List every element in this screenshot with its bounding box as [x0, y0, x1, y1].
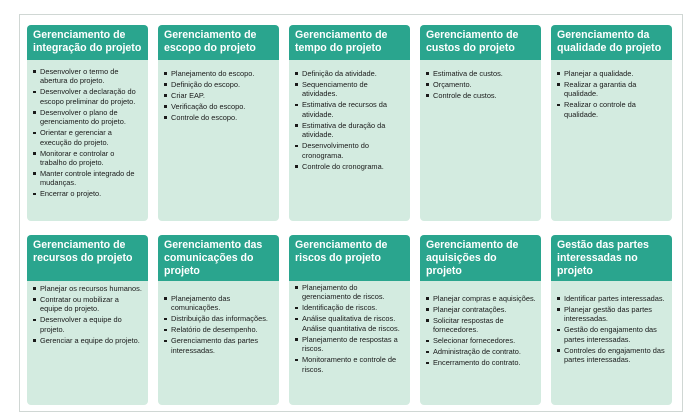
card-title-line: aquisições do — [426, 252, 497, 264]
card-title — [551, 25, 672, 60]
list-item: Realizar o controle da qualidade. — [557, 100, 667, 119]
card-item-list — [27, 60, 148, 199]
card-partes-interessadas — [551, 235, 672, 405]
card-item-list — [420, 281, 541, 368]
card-item-list — [158, 281, 279, 355]
list-item: Planejamento de respostas a riscos. — [295, 335, 405, 354]
card-title-line: Gerenciamento das — [164, 239, 263, 251]
list-item: Desenvolver a declaração do escopo preliminar do projeto. — [33, 87, 143, 106]
card-title-line: Gerenciamento de — [426, 239, 519, 251]
card-item-list — [27, 281, 148, 345]
list-item: Relatório de desempenho. — [164, 325, 274, 334]
card-tempo — [289, 25, 410, 221]
card-title — [27, 25, 148, 60]
card-title-line: escopo do projeto — [164, 42, 256, 54]
list-item: Encerrar o projeto. — [33, 189, 143, 198]
card-title-line: projeto — [426, 265, 462, 277]
list-item: Estimativa de custos. — [426, 69, 536, 78]
card-title-line: custos do projeto — [426, 42, 515, 54]
list-item: Desenvolver o plano de gerenciamento do projeto. — [33, 108, 143, 127]
card-comunicacoes — [158, 235, 279, 405]
card-title — [27, 235, 148, 281]
list-item: Estimativa de recursos da atividade. — [295, 100, 405, 119]
card-title — [420, 25, 541, 60]
card-title-line: Gerenciamento de — [295, 239, 388, 251]
list-item: Controle do cronograma. — [295, 162, 405, 171]
list-item: Desenvolver a equipe do projeto. — [33, 315, 143, 334]
card-title-line: Gerenciamento de — [33, 29, 126, 41]
list-item: Planejar a qualidade. — [557, 69, 667, 78]
card-title-line: Gerenciamento da — [557, 29, 650, 41]
card-title-line: comunicações do — [164, 252, 254, 264]
list-item: Definição da atividade. — [295, 69, 405, 78]
card-title — [158, 25, 279, 60]
card-riscos — [289, 235, 410, 405]
list-item: Distribuição das informações. — [164, 314, 274, 323]
list-item: Selecionar fornecedores. — [426, 336, 536, 345]
card-title — [551, 235, 672, 281]
list-item: Planejar compras e aquisições. — [426, 294, 536, 303]
list-item: Planejamento do escopo. — [164, 69, 274, 78]
list-item: Desenvolver o termo de abertura do projeto. — [33, 67, 143, 86]
list-item: Monitorar e controlar o trabalho do projeto. — [33, 149, 143, 168]
list-item: Planejar os recursos humanos. — [33, 284, 143, 293]
list-item: Criar EAP. — [164, 91, 274, 100]
list-item: Realizar a garantia da qualidade. — [557, 80, 667, 99]
card-title-line: Gestão das partes — [557, 239, 649, 251]
list-item: Solicitar respostas de fornecedores. — [426, 316, 536, 335]
list-item: Manter controle integrado de mudanças. — [33, 169, 143, 188]
list-item: Planejamento das comunicações. — [164, 294, 274, 313]
list-item: Estimativa de duração da atividade. — [295, 121, 405, 140]
list-item: Gestão do engajamento das partes interessadas. — [557, 325, 667, 344]
card-title — [289, 25, 410, 60]
card-title-line: Gerenciamento de — [426, 29, 519, 41]
card-title-line: projeto — [557, 265, 593, 277]
card-title-line: riscos do projeto — [295, 252, 381, 264]
card-title-line: Gerenciamento de — [295, 29, 388, 41]
list-item: Planejar gestão das partes interessadas. — [557, 305, 667, 324]
card-aquisicoes — [420, 235, 541, 405]
list-item: Sequenciamento de atividades. — [295, 80, 405, 99]
card-title-line: qualidade do projeto — [557, 42, 662, 54]
list-item: Gerenciamento das partes interessadas. — [164, 336, 274, 355]
card-title — [158, 235, 279, 281]
list-item: Controle do escopo. — [164, 113, 274, 122]
list-item: Orientar e gerenciar a execução do projeto. — [33, 128, 143, 147]
card-title — [420, 235, 541, 281]
card-title-line: recursos do projeto — [33, 252, 133, 264]
card-item-list — [420, 60, 541, 100]
list-item: Controle de custos. — [426, 91, 536, 100]
card-qualidade — [551, 25, 672, 221]
list-item: Identificar partes interessadas. — [557, 294, 667, 303]
list-item: Análise qualitativa de riscos. Análise quantitativa de riscos. — [295, 314, 405, 333]
list-item: Identificação de riscos. — [295, 303, 405, 312]
list-item: Contratar ou mobilizar a equipe do projeto. — [33, 295, 143, 314]
list-item: Desenvolvimento do cronograma. — [295, 141, 405, 160]
card-escopo — [158, 25, 279, 221]
card-item-list — [551, 60, 672, 119]
card-title-line: projeto — [164, 265, 200, 277]
list-item: Gerenciar a equipe do projeto. — [33, 336, 143, 345]
list-item: Monitoramento e controle de riscos. — [295, 355, 405, 374]
list-item: Verificação do escopo. — [164, 102, 274, 111]
card-item-list — [289, 60, 410, 171]
card-title-line: tempo do projeto — [295, 42, 382, 54]
card-item-list — [158, 60, 279, 122]
card-title-line: Gerenciamento de — [164, 29, 257, 41]
list-item: Planejamento do gerenciamento de riscos. — [295, 283, 405, 302]
list-item: Planejar contratações. — [426, 305, 536, 314]
card-recursos — [27, 235, 148, 405]
list-item: Controles do engajamento das partes interessadas. — [557, 346, 667, 365]
card-title-line: integração do projeto — [33, 42, 142, 54]
card-item-list — [289, 281, 410, 374]
card-title — [289, 235, 410, 281]
card-title-line: interessadas no — [557, 252, 638, 264]
list-item: Definição do escopo. — [164, 80, 274, 89]
card-custos — [420, 25, 541, 221]
card-item-list — [551, 281, 672, 365]
list-item: Orçamento. — [426, 80, 536, 89]
list-item: Administração de contrato. — [426, 347, 536, 356]
card-integracao — [27, 25, 148, 221]
card-title-line: Gerenciamento de — [33, 239, 126, 251]
list-item: Encerramento do contrato. — [426, 358, 536, 367]
